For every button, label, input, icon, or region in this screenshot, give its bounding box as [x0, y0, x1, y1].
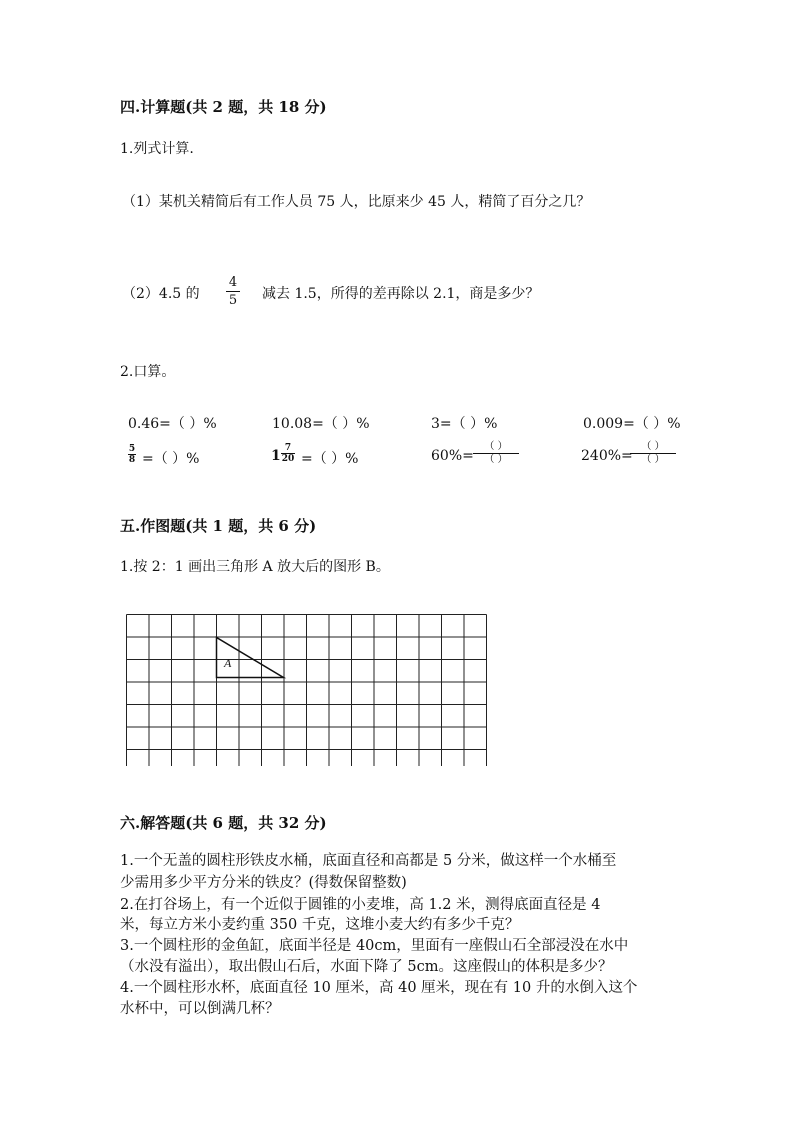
- fraction-five-eighths: [128, 444, 136, 465]
- q4-1-title: 1.列式计算.: [120, 141, 194, 157]
- q6-line-5: 3.一个圆柱形的金鱼缸，底面半径是 40cm，里面有一座假山石全部浸没在水中: [120, 938, 629, 954]
- blank-numerator: （ ）: [641, 441, 665, 452]
- fraction-denominator: 8: [128, 455, 136, 465]
- q6-line-3: 2.在打谷场上，有一个近似于圆锥的小麦堆，高 1.2 米，测得底面直径是 4: [120, 897, 601, 913]
- fraction-four-fifths: [226, 275, 240, 308]
- calc-r1-c2: 10.08=（ ）%: [272, 416, 370, 432]
- blank-denominator: （ ）: [641, 454, 665, 465]
- calc-r2-c3-lead: 60%=: [431, 448, 474, 464]
- calc-r2-c1-rest: =（ ）%: [142, 451, 200, 467]
- fraction-denominator: 20: [281, 454, 295, 464]
- calc-r2-c4-lead: 240%=: [581, 448, 633, 464]
- fraction-numerator: 7: [284, 443, 292, 453]
- calc-r1-c4: 0.009=（ ）%: [583, 416, 681, 432]
- blank-numerator: （ ）: [484, 441, 508, 452]
- fraction-numerator: 5: [128, 444, 136, 454]
- q4-2-title: 2.口算。: [120, 364, 176, 380]
- blank-denominator: （ ）: [484, 454, 508, 465]
- q6-line-1: 1.一个无盖的圆柱形铁皮水桶，底面直径和高都是 5 分米，做这样一个水桶至: [120, 853, 617, 869]
- calc-r1-c1: 0.46=（ ）%: [128, 416, 217, 432]
- q4-1-part2-lead: （2）4.5 的: [122, 286, 200, 302]
- fraction-seven-twentieths: [281, 443, 295, 464]
- section-6-title: 六.解答题(共 6 题，共 32 分): [120, 814, 327, 832]
- section-5-title: 五.作图题(共 1 题，共 6 分): [120, 517, 317, 535]
- triangle-label: A: [224, 656, 232, 670]
- q6-line-7: 4.一个圆柱形水杯，底面直径 10 厘米，高 40 厘米，现在有 10 升的水倒入这个: [120, 980, 638, 996]
- fraction-denominator: 5: [228, 293, 238, 308]
- mixed-number-whole: 1: [271, 448, 281, 464]
- q4-1-part1: （1）某机关精简后有工作人员 75 人，比原来少 45 人，精简了百分之几？: [122, 194, 591, 210]
- q6-line-4: 米，每立方米小麦约重 350 千克，这堆小麦大约有多少千克？: [120, 917, 520, 933]
- q6-line-2: 少需用多少平方分米的铁皮？(得数保留整数): [120, 875, 407, 891]
- drawing-grid: [126, 614, 490, 766]
- q6-line-8: 水杯中，可以倒满几杯？: [120, 1001, 280, 1017]
- blank-fraction-c4: [630, 442, 676, 465]
- q6-line-6: （水没有溢出），取出假山石后，水面下降了 5cm。这座假山的体积是多少？: [120, 959, 613, 975]
- calc-r2-c2-rest: =（ ）%: [301, 451, 359, 467]
- blank-fraction-c3: [473, 442, 519, 465]
- q5-1-text: 1.按 2：1 画出三角形 A 放大后的图形 B。: [120, 559, 390, 575]
- section-4-title: 四.计算题(共 2 题，共 18 分): [120, 98, 327, 116]
- fraction-numerator: 4: [228, 275, 238, 290]
- calc-r1-c3: 3=（ ）%: [431, 416, 498, 432]
- q4-1-part2-rest: 减去 1.5，所得的差再除以 2.1，商是多少？: [262, 286, 540, 302]
